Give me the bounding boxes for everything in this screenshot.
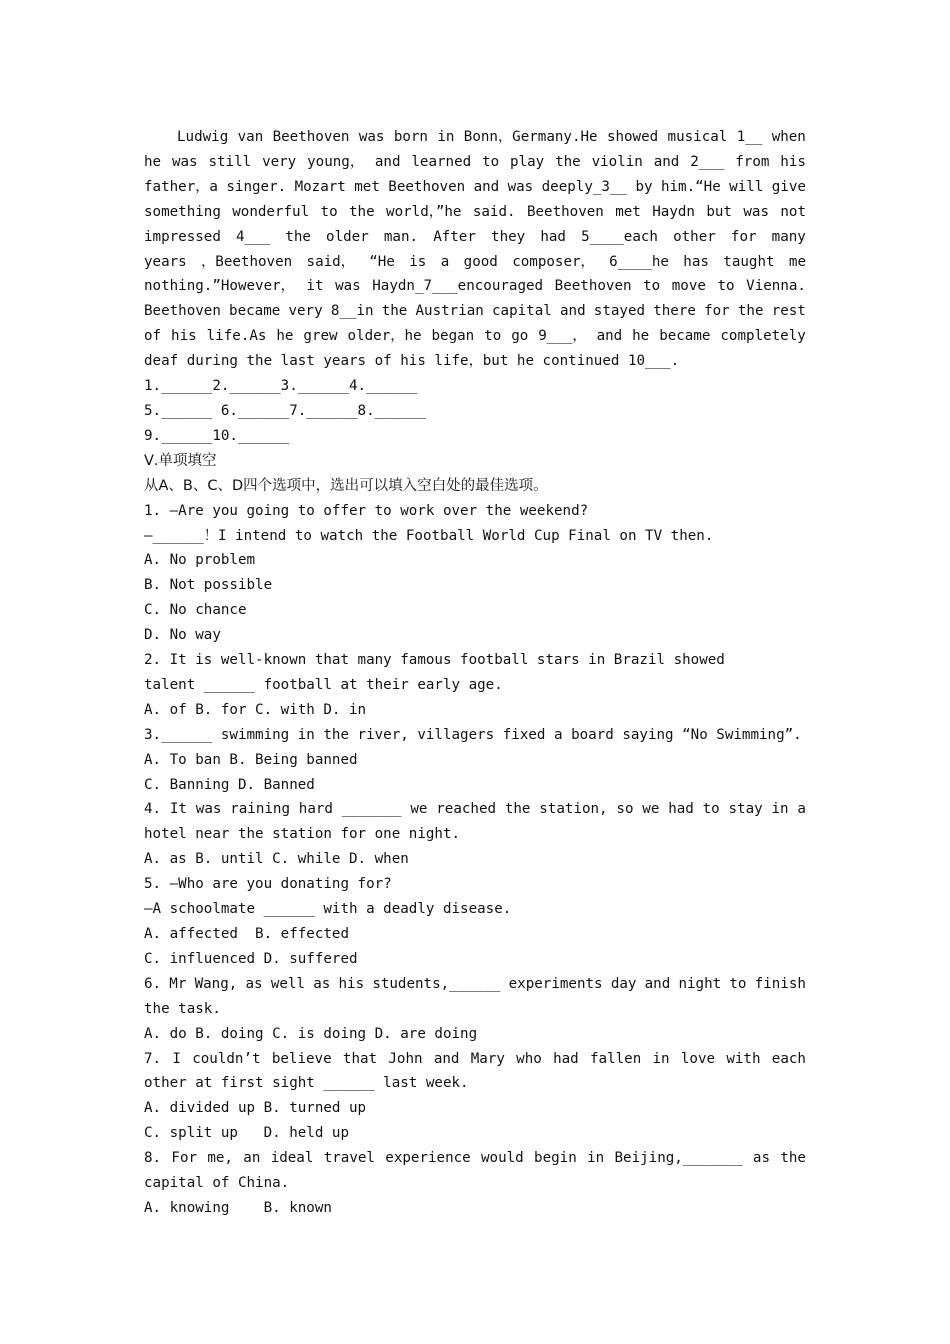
word: that — [342, 1050, 378, 1067]
word: of — [144, 328, 162, 345]
word: me, — [207, 1150, 233, 1167]
word: _______ — [341, 801, 402, 818]
word: him.“He — [660, 178, 721, 195]
word: he — [632, 328, 650, 345]
word: years — [144, 253, 187, 270]
word: and — [433, 1050, 460, 1067]
word: ideal — [270, 1150, 314, 1167]
word: It — [169, 801, 187, 818]
word: was — [335, 278, 361, 295]
word: van — [237, 129, 264, 145]
word: had — [540, 228, 566, 245]
word: hard — [298, 801, 333, 818]
word: travel — [323, 1150, 375, 1167]
word: something — [144, 203, 221, 220]
answer-blanks — [144, 374, 806, 449]
word: will — [729, 178, 764, 195]
word: the — [780, 1150, 806, 1167]
word: the — [381, 303, 408, 320]
word: Beethoven — [554, 278, 632, 295]
word: young， — [307, 153, 365, 170]
question-line: 2. It is well-known that many famous football stars in Brazil showed — [144, 652, 725, 669]
word: the — [504, 801, 531, 818]
passage-line — [144, 250, 806, 275]
word: very — [262, 153, 297, 170]
word: in — [652, 1050, 670, 1067]
word: deeply_3__ — [541, 178, 628, 195]
word: singer. — [226, 178, 287, 195]
question-line — [144, 972, 806, 997]
word: Mr — [169, 975, 187, 992]
passage-last-line: deaf during the last years of his life，but he continued 10___. — [144, 353, 680, 370]
word: and — [374, 153, 401, 170]
word: 1__ — [736, 129, 763, 145]
word: the — [285, 228, 311, 245]
question-line — [144, 1146, 806, 1171]
word: Austrian — [415, 303, 484, 320]
word: to — [482, 153, 500, 170]
word: Beethoven — [144, 303, 221, 320]
word: “He — [369, 253, 395, 270]
word: night — [678, 975, 722, 992]
word: as — [313, 975, 331, 992]
word: good — [463, 253, 498, 270]
word: go — [511, 328, 529, 345]
option-line: A. as B. until C. while D. when — [144, 851, 409, 868]
question-line: the task. — [144, 1000, 221, 1017]
question-line: 5. —Who are you donating for? — [144, 876, 392, 893]
option-line: A. divided up B. turned up — [144, 1100, 367, 1117]
question-line: other at first sight ______ last week. — [144, 1075, 469, 1092]
word: began — [431, 328, 475, 345]
word: as — [752, 1150, 771, 1167]
word: by — [635, 178, 653, 195]
word: they — [491, 228, 526, 245]
word: grew — [303, 328, 338, 345]
word: had — [553, 1050, 579, 1067]
word: 4. — [144, 801, 162, 818]
word: became — [659, 328, 711, 345]
word: John — [388, 1050, 423, 1067]
question-line: hotel near the station for one night. — [144, 826, 461, 843]
section-title: Ⅴ.单项填空 — [144, 452, 217, 469]
word: rest — [771, 303, 806, 320]
answer-line: 1.______2.______3.______4.______ — [144, 378, 418, 395]
passage-line — [144, 125, 806, 150]
word: is — [409, 253, 427, 270]
word: world，”he — [386, 203, 462, 220]
word: wonderful — [232, 203, 310, 220]
word: met — [354, 178, 380, 195]
word: 6. — [144, 975, 162, 992]
word: very — [288, 303, 323, 320]
word: there — [653, 303, 696, 320]
word: to — [717, 278, 735, 295]
word: in — [771, 801, 789, 818]
word: composer， — [512, 253, 595, 270]
word: for — [704, 303, 730, 320]
word: Beethoven — [526, 203, 604, 220]
word: we — [410, 801, 428, 818]
passage-line — [144, 299, 806, 324]
option-line: C. influenced D. suffered — [144, 950, 358, 967]
word: when — [771, 129, 806, 145]
word: stayed — [593, 303, 646, 320]
option-line: A. To ban B. Being banned — [144, 751, 358, 768]
word: 5____each — [581, 228, 658, 245]
word: a — [440, 253, 450, 270]
word: to — [320, 203, 338, 220]
word: students,______ — [372, 975, 501, 992]
word: After — [433, 228, 476, 245]
option-line: D. No way — [144, 627, 221, 644]
question-line — [144, 797, 806, 822]
word: love — [680, 1050, 716, 1067]
word: he — [276, 328, 294, 345]
word: Bonn，Germany.He — [463, 129, 598, 145]
word: his — [171, 328, 197, 345]
word: Wang, — [194, 975, 238, 992]
word: me — [788, 253, 806, 270]
question-line: talent ______ football at their early age. — [144, 676, 503, 693]
passage-line — [144, 324, 806, 349]
word: 6____he — [609, 253, 669, 270]
word: and — [644, 975, 671, 992]
word: nothing.”However， — [144, 278, 295, 295]
question-line: capital of China. — [144, 1175, 290, 1192]
question-line: —A schoolmate ______ with a deadly disease. — [144, 901, 512, 918]
word: Mary — [470, 1050, 505, 1067]
word: so — [616, 801, 634, 818]
question-line: 1. —Are you going to offer to work over the weekend? — [144, 502, 589, 519]
word: in — [437, 129, 455, 145]
word: older — [326, 228, 369, 245]
word: Mozart — [294, 178, 346, 195]
word: Vienna. — [746, 278, 806, 295]
word: was — [743, 203, 769, 220]
word: impressed — [144, 228, 221, 245]
word: Beijing,_______ — [614, 1150, 743, 1167]
word: fallen — [589, 1050, 642, 1067]
answer-line: 5.______ 6.______7.______8.______ — [144, 402, 426, 419]
word: day — [610, 975, 637, 992]
word: has — [683, 253, 709, 270]
word: 9___， — [538, 328, 587, 345]
word: the — [349, 203, 375, 220]
word: to — [484, 328, 502, 345]
word: the — [737, 303, 764, 320]
word: learned — [411, 153, 472, 170]
word: for — [730, 228, 757, 245]
word: 7. — [144, 1050, 162, 1067]
word: in — [587, 1150, 605, 1167]
option-line: C. Banning D. Banned — [144, 776, 315, 793]
word: and — [559, 303, 586, 320]
word: Beethoven — [272, 129, 350, 145]
word: other — [673, 228, 716, 245]
question-line: —______！I intend to watch the Football World Cup Final on TV then. — [144, 527, 714, 544]
word: believe — [271, 1050, 332, 1067]
word: to — [643, 278, 661, 295]
word: showed — [606, 129, 659, 145]
word: Haydn — [652, 203, 695, 220]
word: his — [338, 975, 365, 992]
word: but — [706, 203, 732, 220]
word: 8__in — [330, 303, 374, 320]
word: give — [771, 178, 806, 195]
word: would — [481, 1150, 524, 1167]
word: an — [243, 1150, 261, 1167]
word: was — [358, 129, 385, 145]
word: was — [171, 153, 198, 170]
word: finish — [754, 975, 806, 992]
question-line — [144, 1047, 806, 1072]
word: to — [729, 975, 747, 992]
word: who — [516, 1050, 542, 1067]
question-line: 3.______ swimming in the river, villagers fixed a board saying “No Swimming”. — [144, 726, 802, 743]
word: experiments — [508, 975, 603, 992]
word: born — [393, 129, 428, 145]
word: the — [555, 153, 581, 170]
word: experience — [385, 1150, 471, 1167]
word: play — [510, 153, 545, 170]
word: still — [208, 153, 252, 170]
word: he — [144, 153, 162, 170]
word: well — [270, 975, 305, 992]
word: older，he — [347, 328, 422, 345]
question-list — [144, 499, 806, 1221]
word: 4___ — [236, 228, 271, 245]
passage-line — [144, 150, 806, 175]
passage-line — [144, 200, 806, 225]
option-line: C. split up D. held up — [144, 1125, 349, 1142]
word: capital — [492, 303, 552, 320]
word: move — [671, 278, 706, 295]
word: and — [653, 153, 680, 170]
word: his — [780, 153, 806, 170]
section-instruction: 从A、B、C、D四个选项中，选出可以填入空白处的最佳选项。 — [144, 477, 548, 494]
word: as — [245, 975, 263, 992]
word: and — [473, 178, 500, 195]
option-line: A. do B. doing C. is doing D. are doing — [144, 1025, 478, 1042]
word: musical — [667, 129, 728, 145]
word: man. — [383, 228, 419, 245]
word: taught — [723, 253, 775, 270]
option-line: A. knowing B. known — [144, 1199, 332, 1216]
word: many — [771, 228, 806, 245]
word: father，a — [144, 178, 218, 195]
word: said. — [472, 203, 516, 220]
word: station, — [539, 801, 608, 818]
word: completely — [720, 328, 806, 345]
answer-line: 9.______10.______ — [144, 427, 290, 444]
word: Beethoven — [388, 178, 466, 195]
word: we — [642, 801, 660, 818]
option-line: B. Not possible — [144, 577, 273, 594]
word: begin — [534, 1150, 577, 1167]
word: 2___ — [690, 153, 725, 170]
word: I — [172, 1050, 181, 1067]
passage-line — [144, 175, 806, 200]
passage-line — [144, 274, 806, 299]
word: had — [668, 801, 694, 818]
word: Ludwig — [177, 129, 229, 145]
word: For — [171, 1150, 198, 1167]
word: it — [306, 278, 324, 295]
document-page — [144, 125, 806, 1221]
word: said， — [306, 253, 355, 270]
word: couldn’t — [192, 1050, 261, 1067]
word: was — [195, 801, 222, 818]
word: met — [615, 203, 641, 220]
word: was — [507, 178, 534, 195]
option-line: A. No problem — [144, 552, 256, 569]
word: not — [780, 203, 806, 220]
option-line: A. affected B. effected — [144, 926, 349, 942]
word: raining — [230, 801, 290, 818]
word: reached — [436, 801, 497, 818]
passage-line — [144, 225, 806, 250]
word: Haydn_7___encouraged — [372, 278, 544, 295]
word: life.As — [206, 328, 267, 345]
option-line: A. of B. for C. with D. in — [144, 701, 367, 718]
word: each — [771, 1050, 806, 1067]
word: stay — [728, 801, 763, 818]
word: became — [229, 303, 281, 320]
word: to — [702, 801, 720, 818]
word: violin — [591, 153, 643, 170]
word: from — [735, 153, 770, 170]
word: and — [596, 328, 623, 345]
option-line: C. No chance — [144, 602, 247, 619]
word: 8. — [144, 1150, 162, 1167]
word: ，Beethoven — [201, 253, 293, 270]
passage — [144, 125, 806, 374]
word: with — [726, 1050, 761, 1067]
word: a — [797, 801, 806, 818]
